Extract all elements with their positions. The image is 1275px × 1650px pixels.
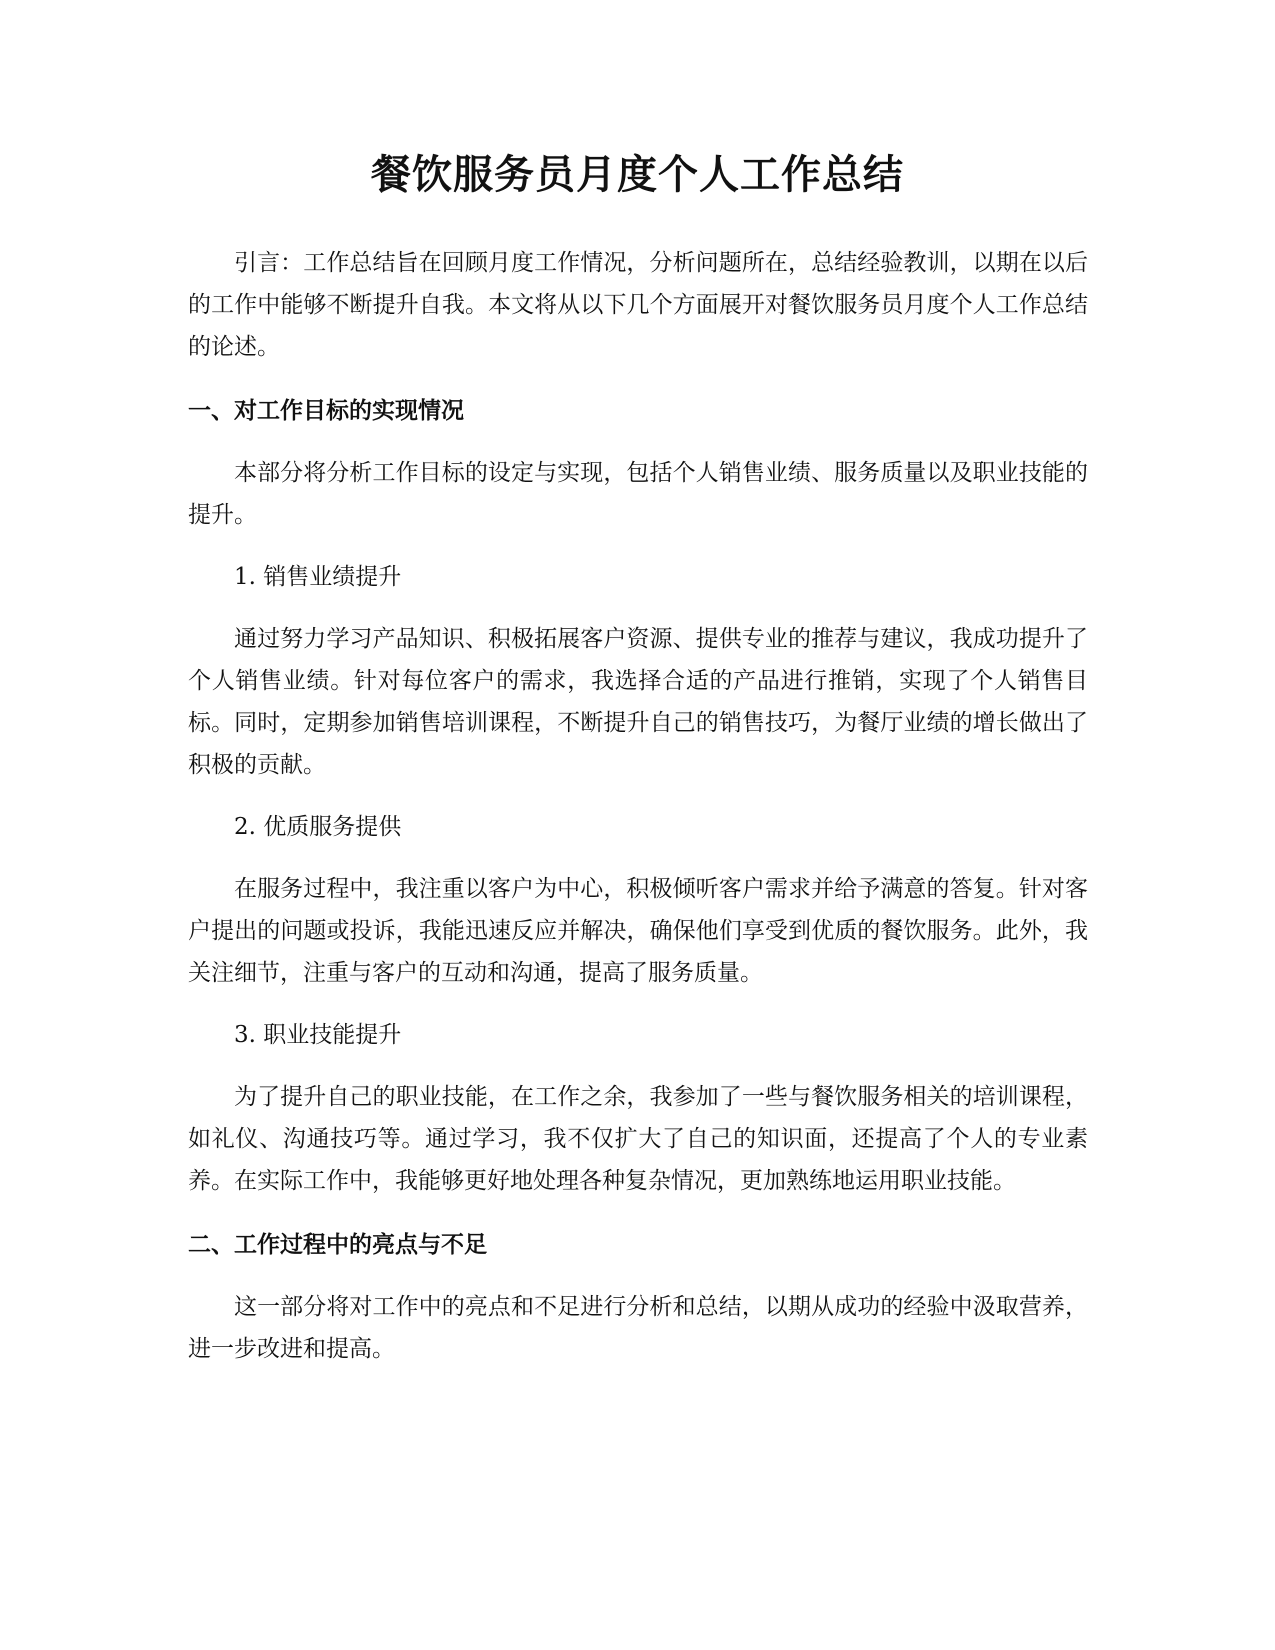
section-2-intro: 这一部分将对工作中的亮点和不足进行分析和总结，以期从成功的经验中汲取营养，进一步改进和提高。: [188, 1294, 1088, 1362]
subsection-heading-3: 3. 职业技能提升: [234, 1022, 402, 1048]
section-heading-2: 二、工作过程中的亮点与不足: [188, 1232, 487, 1258]
intro-paragraph: 引言：工作总结旨在回顾月度工作情况，分析问题所在，总结经验教训，以期在以后的工作中能够不断提升自我。本文将从以下几个方面展开对餐饮服务员月度个人工作总结的论述。: [188, 250, 1088, 360]
subsection-1-text: 通过努力学习产品知识、积极拓展客户资源、提供专业的推荐与建议，我成功提升了个人销售业绩。针对每位客户的需求，我选择合适的产品进行推销，实现了个人销售目标。同时，定期参加销售培训课程，不断提升自己的销售技巧，为餐厅业绩的增长做出了积极的贡献。: [188, 626, 1088, 778]
subsection-2-text: 在服务过程中，我注重以客户为中心，积极倾听客户需求并给予满意的答复。针对客户提出的问题或投诉，我能迅速反应并解决，确保他们享受到优质的餐饮服务。此外，我关注细节，注重与客户的互动和沟通，提高了服务质量。: [188, 876, 1088, 986]
subsection-3-text: 为了提升自己的职业技能，在工作之余，我参加了一些与餐饮服务相关的培训课程，如礼仪、沟通技巧等。通过学习，我不仅扩大了自己的知识面，还提高了个人的专业素养。在实际工作中，我能够更好地处理各种复杂情况，更加熟练地运用职业技能。: [188, 1084, 1088, 1194]
document-title: 餐饮服务员月度个人工作总结: [371, 152, 904, 198]
section-heading-1: 一、对工作目标的实现情况: [188, 398, 464, 424]
document-body: [188, 242, 1088, 1370]
subsection-heading-2: 2. 优质服务提供: [234, 814, 402, 840]
subsection-heading-1: 1. 销售业绩提升: [234, 564, 402, 590]
section-1-intro: 本部分将分析工作目标的设定与实现，包括个人销售业绩、服务质量以及职业技能的提升。: [188, 460, 1088, 528]
